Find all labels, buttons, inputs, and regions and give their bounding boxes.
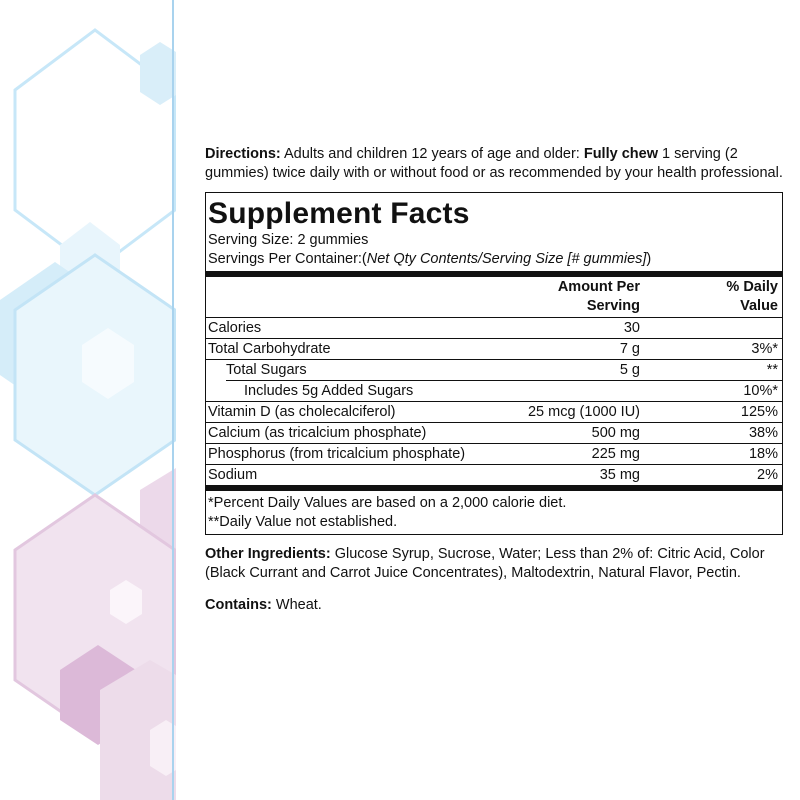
serving-size: Serving Size: 2 gummies xyxy=(208,232,369,248)
daily-value-header xyxy=(648,278,782,316)
nutrient-name: Sodium xyxy=(208,466,258,483)
contains-paragraph xyxy=(205,596,785,615)
servings-per-container-value: Net Qty Contents/Serving Size [# gummies] xyxy=(366,251,647,267)
directions-label: Directions: xyxy=(205,146,281,162)
nutrient-dv: 10%* xyxy=(743,382,778,399)
table-row xyxy=(206,359,782,380)
facts-footnotes xyxy=(206,491,782,534)
vertical-divider-line xyxy=(172,0,174,800)
nutrient-dv: 38% xyxy=(748,424,778,441)
nutrient-name: Calcium (as tricalcium phosphate) xyxy=(208,424,427,441)
amount-header-line-1: Amount Per xyxy=(557,279,640,295)
nutrient-amount: 35 mg xyxy=(599,466,640,483)
nutrient-name: Phosphorus (from tricalcium phosphate) xyxy=(208,445,466,462)
footnote-not-established: **Daily Value not established. xyxy=(208,514,398,530)
servings-per-container-label: Servings Per Container:( xyxy=(208,251,367,267)
table-row xyxy=(206,464,782,485)
dv-header-line-2: Value xyxy=(740,298,778,314)
facts-rows xyxy=(206,318,782,485)
table-row xyxy=(206,401,782,422)
label-content xyxy=(205,145,785,615)
nutrient-amount: 30 xyxy=(623,319,640,336)
supplement-facts-panel xyxy=(205,192,783,535)
dv-header-line-1: % Daily xyxy=(726,279,778,295)
nutrient-dv: 3%* xyxy=(751,340,778,357)
servings-per-container-close: ) xyxy=(646,251,652,267)
hexagon-background-art xyxy=(0,0,176,800)
facts-header-row xyxy=(206,277,782,317)
nutrient-amount: 7 g xyxy=(619,340,640,357)
contains-text: Wheat. xyxy=(271,597,322,613)
nutrient-amount: 5 g xyxy=(619,361,640,378)
nutrient-amount: 500 mg xyxy=(591,424,640,441)
other-ingredients-paragraph xyxy=(205,545,785,583)
nutrient-name: Vitamin D (as cholecalciferol) xyxy=(208,403,396,420)
nutrient-dv: 125% xyxy=(740,403,778,420)
nutrient-amount: 225 mg xyxy=(591,445,640,462)
directions-text-1: Adults and children 12 years of age and older: xyxy=(280,146,584,162)
amount-header-line-2: Serving xyxy=(586,298,640,314)
supplement-facts-title: Supplement Facts xyxy=(208,197,470,230)
nutrient-name: Includes 5g Added Sugars xyxy=(244,382,414,399)
nutrient-name: Total Carbohydrate xyxy=(208,340,331,357)
nutrient-dv: 18% xyxy=(748,445,778,462)
other-ingredients-label: Other Ingredients: xyxy=(205,546,331,562)
hexagon-outline-blue-small xyxy=(140,42,176,105)
servings-per-container xyxy=(206,250,782,269)
directions-emphasis: Fully chew xyxy=(583,146,658,162)
directions-paragraph xyxy=(205,145,785,183)
table-row xyxy=(206,338,782,359)
table-row xyxy=(226,380,782,401)
directions-text-2: 1 serving (2 gummies) twice daily with or without food or as recommended by your health professional. xyxy=(205,146,783,181)
nutrient-dv: ** xyxy=(766,361,778,378)
other-ingredients-text: Glucose Syrup, Sucrose, Water; Less than 2% of: Citric Acid, Color (Black Currant and Carrot Juice Concentrates), Maltodextrin, Natural Flavor, Pectin. xyxy=(205,546,765,581)
table-row xyxy=(206,443,782,464)
nutrient-amount: 25 mcg (1000 IU) xyxy=(527,403,640,420)
table-row xyxy=(206,422,782,443)
contains-label: Contains: xyxy=(205,597,272,613)
footnote-percent-daily: *Percent Daily Values are based on a 2,000 calorie diet. xyxy=(208,495,567,511)
nutrient-dv: 2% xyxy=(757,466,778,483)
nutrient-name: Total Sugars xyxy=(226,361,307,378)
table-row xyxy=(206,318,782,338)
amount-per-serving-header xyxy=(440,278,648,316)
nutrient-name: Calories xyxy=(208,319,262,336)
